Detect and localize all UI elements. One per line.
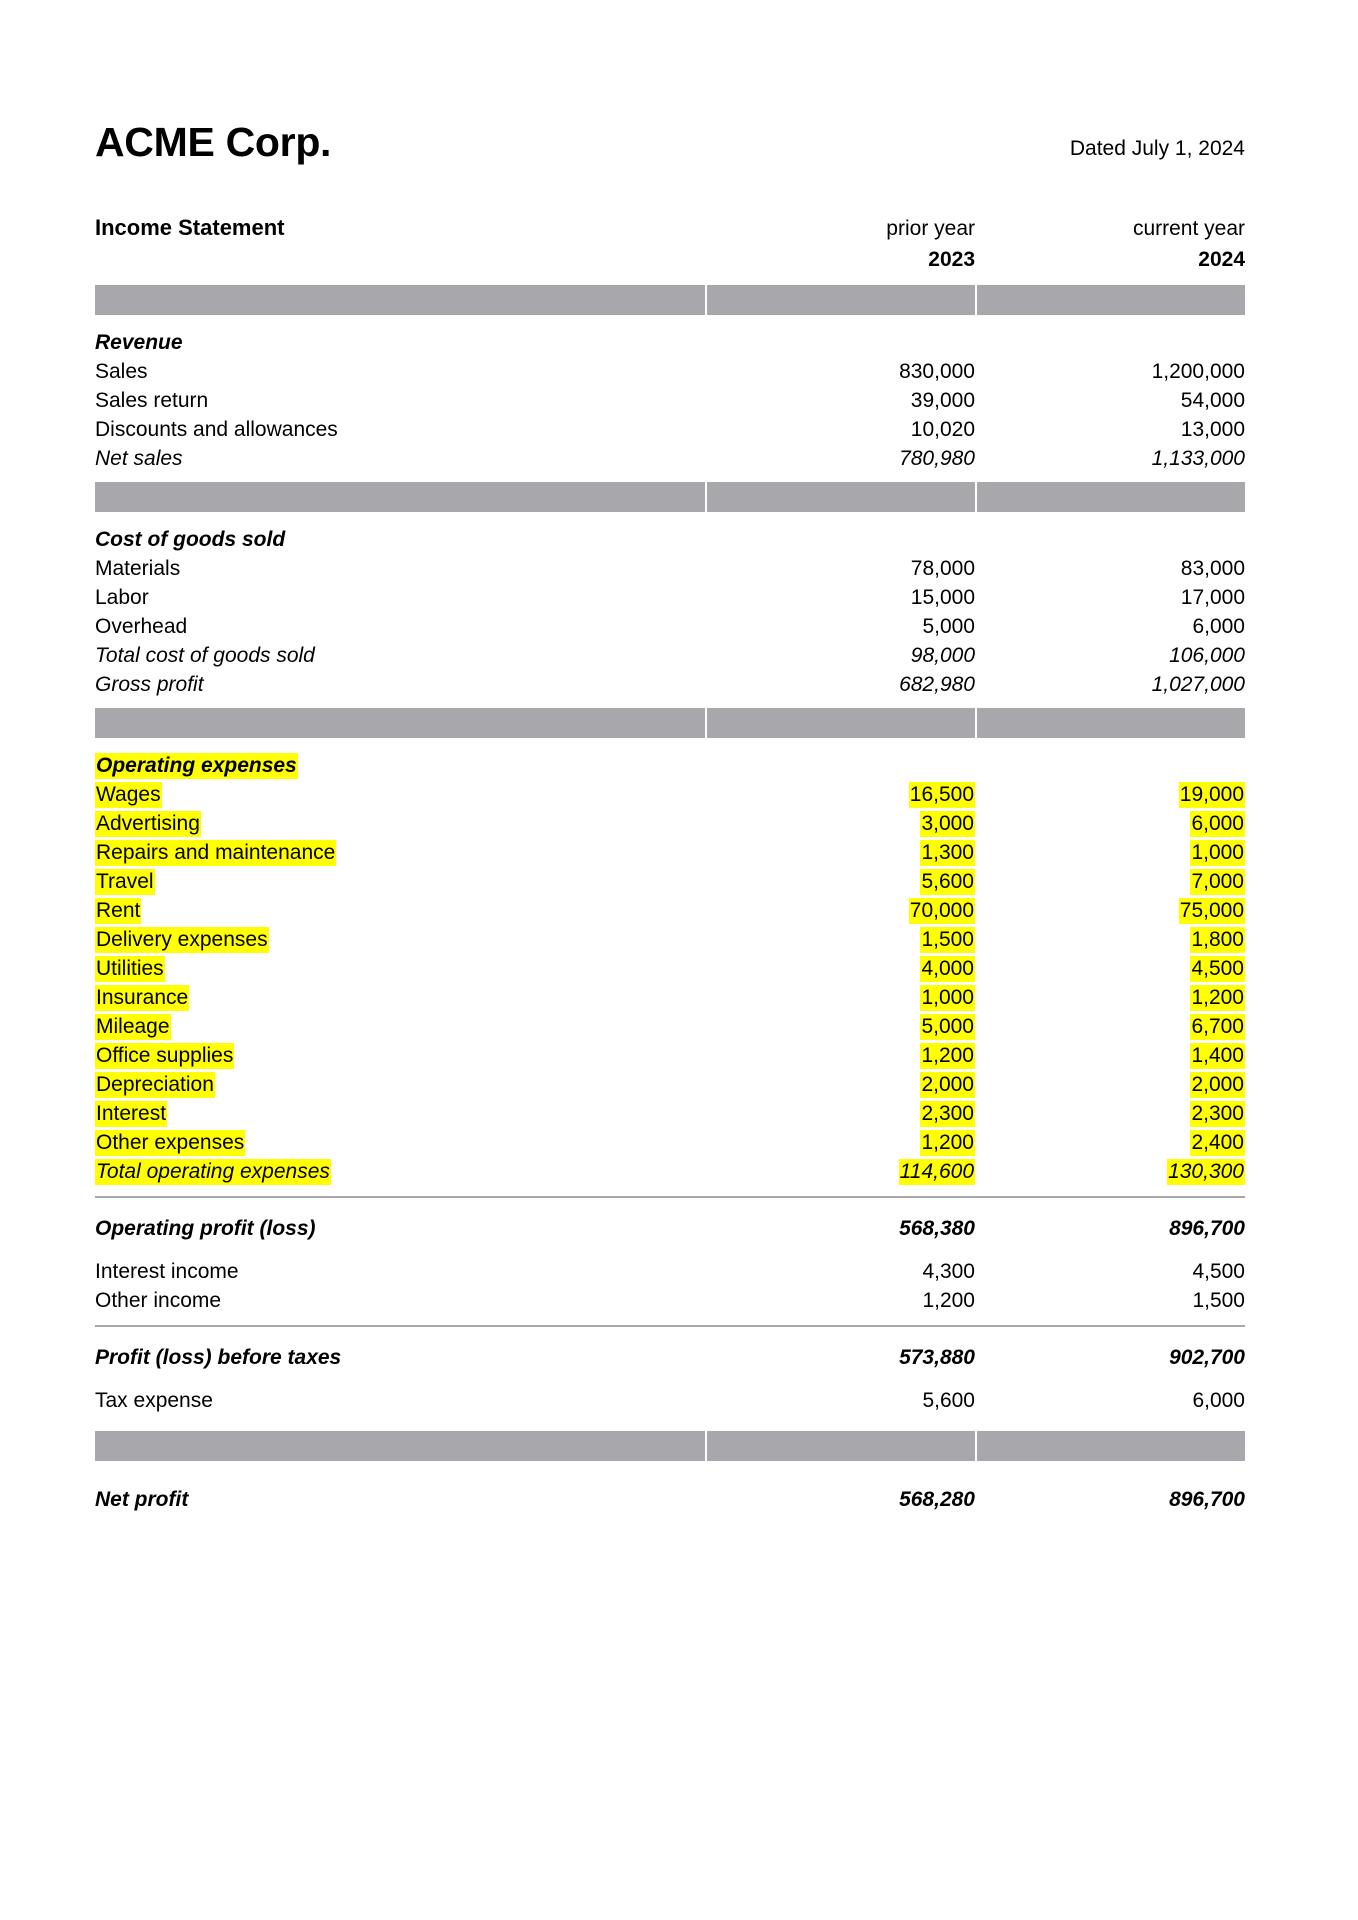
company-name: ACME Corp. [95, 119, 332, 165]
section-heading-cogs: Cost of goods sold [95, 528, 286, 551]
row-value-current: 902,700 [1169, 1346, 1245, 1369]
table-row [95, 1124, 1245, 1153]
table-row [95, 382, 1245, 411]
band-segment-current [975, 1431, 1245, 1461]
row-value-current: 75,000 [1179, 899, 1244, 922]
statement-title: Income Statement [95, 215, 285, 240]
row-value-current: 1,800 [1191, 928, 1244, 951]
total-row-pretax-profit [95, 1339, 1245, 1368]
income-statement-table [95, 217, 1245, 1510]
row-value-current: 6,000 [1191, 812, 1244, 835]
row-label: Advertising [96, 812, 200, 835]
band-spacer [95, 738, 1245, 747]
table-row [95, 863, 1245, 892]
subtotal-row [95, 440, 1245, 469]
table-row [95, 892, 1245, 921]
row-label: Gross profit [95, 673, 204, 696]
band-segment-prior [705, 1431, 975, 1461]
document-date: Dated July 1, 2024 [1069, 137, 1245, 160]
row-value-prior: 4,300 [922, 1260, 975, 1283]
band-segment-current [975, 708, 1245, 738]
row-value-prior: 5,600 [922, 1389, 975, 1412]
band-segment-prior [705, 708, 975, 738]
column-year-current: 2024 [1198, 248, 1245, 271]
table-row [95, 1095, 1245, 1124]
table-row [95, 411, 1245, 440]
row-label: Materials [95, 557, 181, 580]
row-value-current: 2,000 [1191, 1073, 1244, 1096]
row-label: Tax expense [95, 1389, 213, 1412]
table-header-row [95, 217, 1245, 242]
table-row [95, 805, 1245, 834]
subtotal-row [95, 1153, 1245, 1182]
section-heading-row [95, 747, 1245, 776]
band-spacer [95, 469, 1245, 482]
document-header [95, 0, 1245, 163]
band-spacer [95, 695, 1245, 708]
table-row [95, 1008, 1245, 1037]
row-value-prior: 1,000 [921, 986, 974, 1009]
column-caption-current: current year [1132, 217, 1245, 240]
row-value-prior: 780,980 [899, 447, 975, 470]
row-label: Depreciation [96, 1073, 214, 1096]
row-value-current: 17,000 [1180, 586, 1245, 609]
row-label: Labor [95, 586, 149, 609]
table-header-year-row [95, 242, 1245, 272]
row-value-prior: 1,200 [921, 1044, 974, 1067]
row-label: Other income [95, 1289, 222, 1312]
table-row [95, 1037, 1245, 1066]
table-row [95, 1066, 1245, 1095]
row-value-prior: 78,000 [910, 557, 975, 580]
total-row-net-profit [95, 1481, 1245, 1510]
table-row [95, 550, 1245, 579]
table-row [95, 979, 1245, 1008]
row-label: Net sales [95, 447, 183, 470]
section-band-revenue [95, 285, 1245, 315]
row-value-prior: 568,380 [899, 1217, 975, 1240]
band-segment-prior [705, 482, 975, 512]
row-value-current: 130,300 [1168, 1160, 1244, 1183]
row-value-prior: 2,300 [921, 1102, 974, 1125]
row-value-prior: 1,500 [921, 928, 974, 951]
band-segment-label [95, 285, 705, 315]
row-value-current: 83,000 [1180, 557, 1245, 580]
row-value-prior: 5,000 [921, 1015, 974, 1038]
band-segment-current [975, 285, 1245, 315]
row-value-prior: 1,300 [921, 841, 974, 864]
table-row [95, 776, 1245, 805]
subtotal-row [95, 666, 1245, 695]
row-value-prior: 114,600 [899, 1160, 974, 1183]
row-label: Travel [96, 870, 154, 893]
row-value-current: 1,200 [1191, 986, 1244, 1009]
column-caption-prior: prior year [886, 217, 975, 240]
section-heading-row [95, 521, 1245, 550]
band-spacer [95, 1411, 1245, 1431]
row-label: Wages [96, 783, 161, 806]
row-value-current: 54,000 [1180, 389, 1245, 412]
row-value-current: 19,000 [1179, 783, 1244, 806]
row-value-current: 1,133,000 [1151, 447, 1245, 470]
row-label: Overhead [95, 615, 188, 638]
band-segment-current [975, 482, 1245, 512]
row-value-current: 1,400 [1191, 1044, 1244, 1067]
row-label: Repairs and maintenance [96, 841, 336, 864]
row-value-prior: 16,500 [909, 783, 974, 806]
row-value-prior: 5,000 [922, 615, 975, 638]
spacer-cell [95, 242, 705, 272]
table-row [95, 1382, 1245, 1411]
row-label: Total operating expenses [96, 1160, 330, 1183]
subtotal-row [95, 637, 1245, 666]
row-value-prior: 10,020 [910, 418, 975, 441]
row-value-prior: 1,200 [921, 1131, 974, 1154]
row-label: Other expenses [96, 1131, 245, 1154]
row-value-current: 896,700 [1169, 1488, 1245, 1511]
row-value-current: 4,500 [1191, 957, 1244, 980]
section-heading-row [95, 324, 1245, 353]
row-label: Delivery expenses [96, 928, 268, 951]
row-label: Insurance [96, 986, 189, 1009]
rule-spacer [95, 1327, 1245, 1339]
row-label: Interest income [95, 1260, 239, 1283]
table-row [95, 579, 1245, 608]
row-value-prior: 682,980 [899, 673, 975, 696]
row-value-current: 6,700 [1191, 1015, 1244, 1038]
row-value-current: 6,000 [1192, 615, 1245, 638]
band-segment-label [95, 482, 705, 512]
table-row [95, 1253, 1245, 1282]
row-value-prior: 1,200 [922, 1289, 975, 1312]
row-label: Discounts and allowances [95, 418, 338, 441]
section-band-cogs [95, 482, 1245, 512]
row-value-current: 13,000 [1180, 418, 1245, 441]
section-band-net-profit [95, 1431, 1245, 1461]
row-value-prior: 568,280 [899, 1488, 975, 1511]
row-label: Office supplies [96, 1044, 234, 1067]
row-label: Total cost of goods sold [95, 644, 315, 667]
row-value-current: 6,000 [1192, 1389, 1245, 1412]
row-value-current: 1,200,000 [1151, 360, 1245, 383]
band-segment-label [95, 1431, 705, 1461]
row-spacer [95, 1368, 1245, 1382]
row-label: Net profit [95, 1488, 189, 1511]
row-value-prior: 2,000 [921, 1073, 974, 1096]
row-label: Operating profit (loss) [95, 1217, 316, 1240]
row-value-current: 106,000 [1169, 644, 1245, 667]
row-value-current: 1,500 [1192, 1289, 1245, 1312]
row-value-prior: 15,000 [910, 586, 975, 609]
row-label: Profit (loss) before taxes [95, 1346, 342, 1369]
section-heading-opex: Operating expenses [96, 754, 297, 777]
table-row [95, 921, 1245, 950]
row-label: Utilities [96, 957, 164, 980]
row-label: Interest [96, 1102, 167, 1125]
row-value-prior: 830,000 [899, 360, 975, 383]
row-label: Rent [96, 899, 141, 922]
row-label: Sales [95, 360, 148, 383]
section-heading-revenue: Revenue [95, 331, 183, 354]
column-year-prior: 2023 [928, 248, 975, 271]
total-row-operating-profit [95, 1210, 1245, 1239]
row-value-current: 2,400 [1191, 1131, 1244, 1154]
row-value-current: 4,500 [1192, 1260, 1245, 1283]
row-value-prior: 70,000 [909, 899, 974, 922]
row-value-prior: 98,000 [910, 644, 975, 667]
statement-sheet [95, 0, 1245, 1510]
table-row [95, 1282, 1245, 1311]
row-label: Sales return [95, 389, 209, 412]
row-spacer [95, 1239, 1245, 1253]
band-spacer [95, 512, 1245, 521]
section-band-opex [95, 708, 1245, 738]
rule-spacer [95, 1311, 1245, 1325]
band-spacer [95, 315, 1245, 324]
row-value-prior: 4,000 [921, 957, 974, 980]
rule-spacer [95, 1198, 1245, 1210]
table-row [95, 834, 1245, 863]
band-spacer [95, 1461, 1245, 1481]
row-value-prior: 573,880 [899, 1346, 975, 1369]
row-value-current: 1,000 [1191, 841, 1244, 864]
row-value-prior: 3,000 [921, 812, 974, 835]
row-value-prior: 39,000 [910, 389, 975, 412]
row-value-prior: 5,600 [921, 870, 974, 893]
table-row [95, 353, 1245, 382]
band-segment-label [95, 708, 705, 738]
band-spacer [95, 272, 1245, 285]
row-value-current: 2,300 [1191, 1102, 1244, 1125]
row-label: Mileage [96, 1015, 170, 1038]
row-value-current: 896,700 [1169, 1217, 1245, 1240]
row-value-current: 1,027,000 [1151, 673, 1245, 696]
table-row [95, 608, 1245, 637]
row-value-current: 7,000 [1191, 870, 1244, 893]
band-segment-prior [705, 285, 975, 315]
table-row [95, 950, 1245, 979]
